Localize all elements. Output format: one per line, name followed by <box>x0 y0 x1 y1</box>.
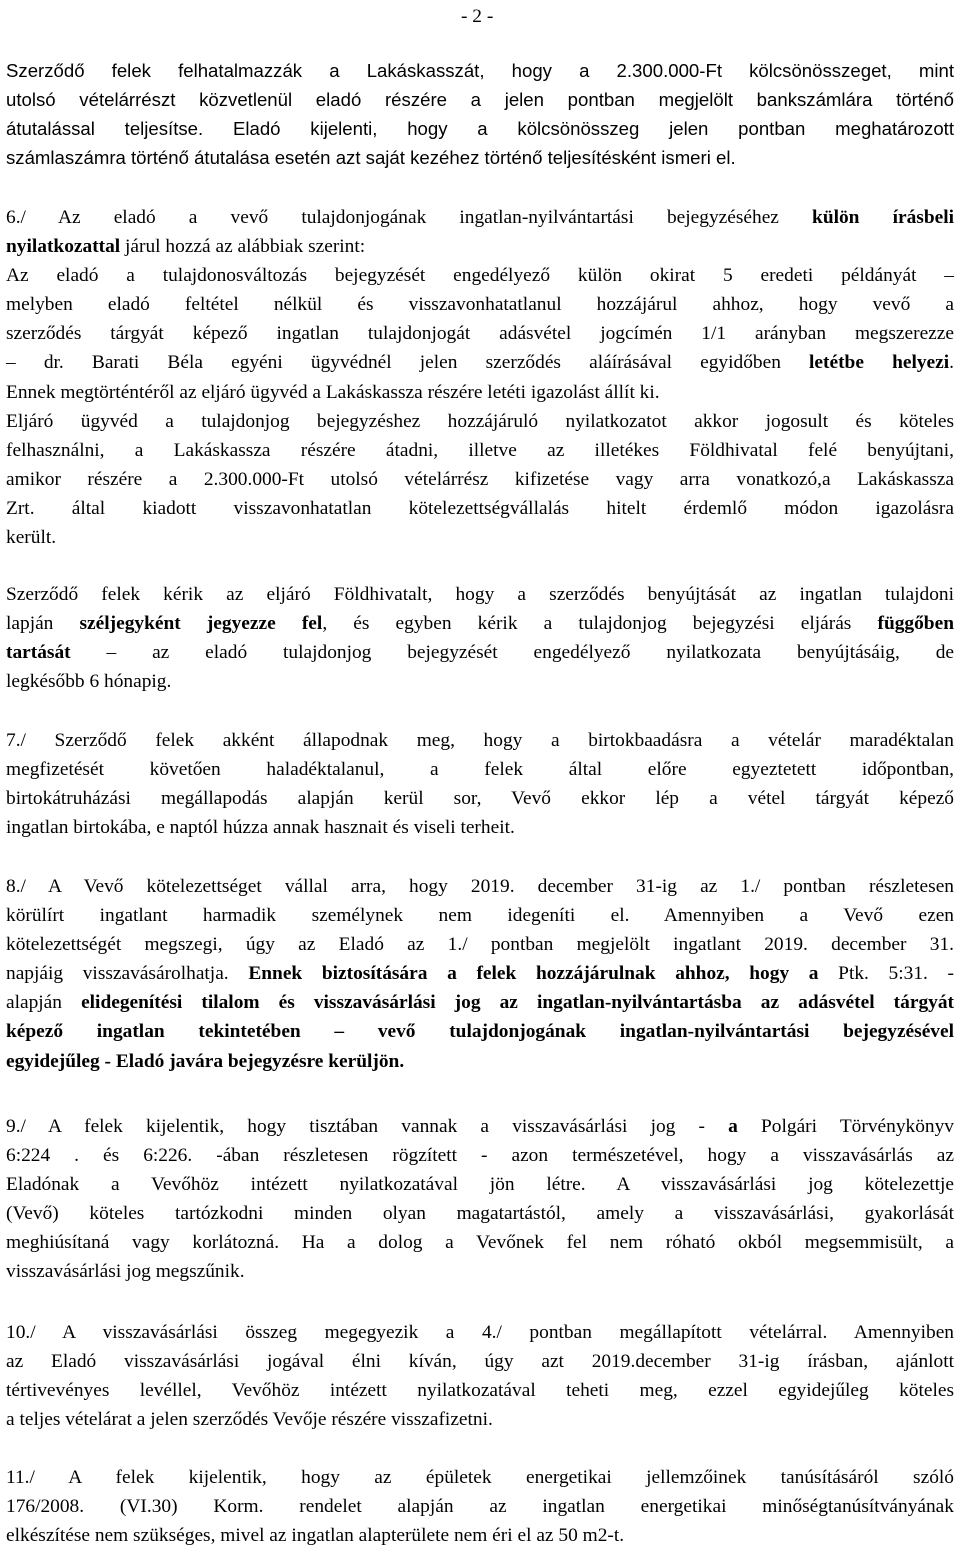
text-line: felhasználni, a Lakáskassza részére átadni, illetve az illetékes Földhivatal felé benyújtani, <box>6 439 954 461</box>
text-line: (Vevő) köteles tartózkodni minden olyan magatartástól, amely a visszavásárlási, gyakorlását <box>6 1203 954 1225</box>
text-segment: lapján <box>6 613 80 635</box>
text-line: az Eladó visszavásárlási jogával élni kíván, úgy azt 2019.december 31-ig írásban, ajánlott <box>6 1351 954 1373</box>
section-9 <box>6 1112 954 1287</box>
text-segment: járul hozzá az alábbiak szerint: <box>120 236 366 258</box>
text-line <box>6 609 954 638</box>
text-segment: 6./ Az eladó a vevő tulajdonjogának ingatlan-nyilvántartási bejegyzéséhez <box>6 207 813 228</box>
text-line: 6:224 . és 6:226. -ában részletesen rögzített - azon természetével, hogy a visszavásárlás az <box>6 1145 954 1167</box>
text-line <box>6 348 954 377</box>
text-line <box>6 959 954 988</box>
text-line: 10./ A visszavásárlási összeg megegyezik a 4./ pontban megállapított vételárral. Amennyiben <box>6 1322 954 1343</box>
text-line <box>6 203 954 232</box>
text-line: legkésőbb 6 hónapig. <box>6 671 172 693</box>
text-line <box>6 114 954 143</box>
text-line <box>6 1017 954 1046</box>
text-line <box>6 1112 954 1141</box>
bold-text: a <box>728 1116 738 1137</box>
text-line: Az eladó a tulajdonosváltozás bejegyzését engedélyező külön okirat 5 eredeti példányát – <box>6 265 954 287</box>
text-segment: 9./ A felek kijelentik, hogy tisztában vannak a visszavásárlási jog - <box>6 1116 729 1137</box>
text-line <box>6 1047 954 1076</box>
text-line: számlaszámra történő átutalása esetén azt saját kezéhez történő teljesítésként ismeri el. <box>6 147 736 169</box>
bold-text: egyidejűleg - Eladó javára bejegyzésre kerüljön. <box>6 1050 405 1072</box>
text-line <box>6 638 954 667</box>
text-line: 8./ A Vevő kötelezettséget vállal arra, hogy 2019. december 31-ig az 1./ pontban részletesen <box>6 876 954 897</box>
text-segment: Polgári Törvénykönyv <box>737 1116 954 1137</box>
bold-text: elidegenítési tilalom és visszavásárlási jog az ingatlan-nyilvántartásba az adásvétel tárgyát <box>81 992 954 1014</box>
bold-text: nyilatkozattal <box>6 236 121 258</box>
text-segment: napjáig visszavásárolhatja. <box>6 963 249 985</box>
bold-text: képező ingatlan tekintetében – vevő tulajdonjogának ingatlan-nyilvántartási bejegyzésével <box>6 1021 954 1043</box>
bold-text: széljegyként jegyezze fel <box>79 613 323 635</box>
section-8 <box>6 872 954 1076</box>
text-line: Eladónak a Vevőhöz intézett nyilatkozatával jön létre. A visszavásárlási jog kötelezettje <box>6 1174 954 1196</box>
text-line: 11./ A felek kijelentik, hogy az épületek energetikai jellemzőinek tanúsításáról szóló <box>6 1467 954 1488</box>
text-line: a teljes vételárat a jelen szerződés Vevője részére visszafizetni. <box>6 1409 493 1431</box>
section-6-land-registry <box>6 580 954 696</box>
text-line: kötelezettségét megszegi, úgy az Eladó az 1./ pontban megjelölt ingatlant 2019. december 31. <box>6 934 954 956</box>
text-line: szerződés tárgyát képező ingatlan tulajdonjogát adásvétel jogcímén 1/1 arányban megszerezze <box>6 323 954 345</box>
text-line: utolsó vételárrészt közvetlenül eladó részére a jelen pontban megjelölt bankszámlára történő <box>6 89 954 111</box>
text-segment: alapján <box>6 992 82 1014</box>
text-segment: átutalással teljesítse. <box>6 118 204 140</box>
text-line <box>6 988 954 1017</box>
section-11 <box>6 1463 954 1550</box>
section-7 <box>6 726 954 842</box>
section-10 <box>6 1318 954 1434</box>
text-segment: – az eladó tulajdonjog bejegyzését engedélyező nyilatkozata benyújtásáig, de <box>70 642 954 664</box>
bold-text: Ennek biztosítására a felek hozzájárulnak ahhoz, hogy a <box>248 963 819 985</box>
text-line: tértivevényes levéllel, Vevőhöz intézett nyilatkozatával teheti meg, ezzel egyidejűleg köteles <box>6 1380 954 1402</box>
text-line: melyben eladó feltétel nélkül és visszavonhatatlanul hozzájárul ahhoz, hogy vevő a <box>6 294 954 316</box>
text-line: 7./ Szerződő felek akként állapodnak meg, hogy a birtokbaadásra a vételár maradéktalan <box>6 730 954 751</box>
bold-text: tartását <box>6 642 71 664</box>
text-line <box>6 232 954 261</box>
text-line: Ennek megtörténtéről az eljáró ügyvéd a Lakáskassza részére letéti igazolást állít ki. <box>6 381 660 403</box>
text-line: birtokátruházási megállapodás alapján kerül sor, Vevő ekkor lép a vétel tárgyát képező <box>6 788 954 810</box>
text-line: meghiúsítaná vagy korlátozná. Ha a dolog a Vevőnek fel nem róható okból megsemmisült, a <box>6 1232 954 1254</box>
page-number: - 2 - <box>461 6 494 27</box>
text-line: 176/2008. (VI.30) Korm. rendelet alapján az ingatlan energetikai minőségtanúsítványának <box>6 1496 954 1518</box>
text-line: körülírt ingatlant harmadik személynek nem idegeníti el. Amennyiben a Vevő ezen <box>6 905 954 927</box>
bold-text: letétbe helyezi <box>809 352 950 374</box>
text-segment: Ptk. 5:31. - <box>818 963 954 985</box>
text-line: amikor részére a 2.300.000-Ft utolsó vételárrész kifizetése vagy arra vonatkozó,a Lakáskassza <box>6 468 954 490</box>
bold-text: külön írásbeli <box>812 207 954 228</box>
text-line: Szerződő felek felhatalmazzák a Lakáskasszát, hogy a 2.300.000-Ft kölcsönösszeget, mint <box>6 60 954 81</box>
section-6 <box>6 203 954 552</box>
text-segment: – dr. Barati Béla egyéni ügyvédnél jelen szerződés aláírásával egyidőben <box>6 352 810 374</box>
text-line: megfizetését követően haladéktalanul, a felek által előre egyeztetett időpontban, <box>6 759 954 781</box>
text-segment: Eladó kijelenti, hogy a kölcsönösszeg jelen pontban meghatározott <box>203 118 954 140</box>
bold-text: függőben <box>877 613 954 635</box>
text-line: Szerződő felek kérik az eljáró Földhivatalt, hogy a szerződés benyújtását az ingatlan tulajdoni <box>6 584 954 605</box>
text-line: Zrt. által kiadott visszavonhatatlan kötelezettségvállalás hitelt érdemlő módon igazolásra <box>6 497 954 519</box>
paragraph-authorization <box>6 56 954 172</box>
text-segment: . <box>949 352 955 374</box>
text-segment: , és egyben kérik a tulajdonjog bejegyzési eljárás <box>322 613 878 635</box>
text-line: visszavásárlási jog megszűnik. <box>6 1261 245 1283</box>
text-line: Eljáró ügyvéd a tulajdonjog bejegyzéshez hozzájáruló nyilatkozatot akkor jogosult és köteles <box>6 410 954 432</box>
text-line: került. <box>6 527 57 549</box>
text-line: ingatlan birtokába, e naptól húzza annak hasznait és viseli terheit. <box>6 817 515 839</box>
text-line: elkészítése nem szükséges, mivel az ingatlan alapterülete nem éri el az 50 m2-t. <box>6 1525 625 1547</box>
